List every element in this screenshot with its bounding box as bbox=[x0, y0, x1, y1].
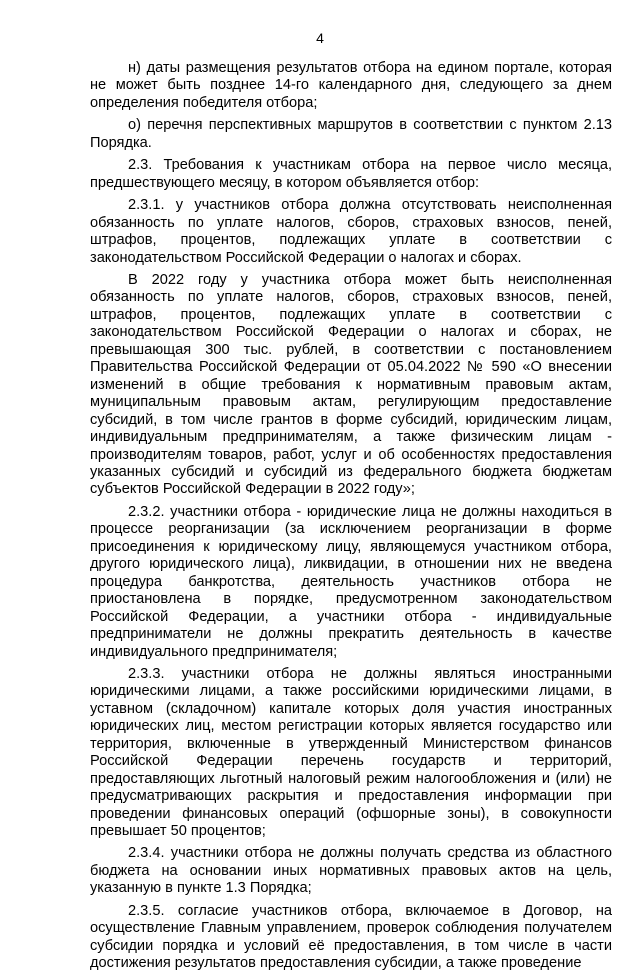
page-number: 4 bbox=[316, 30, 324, 46]
paragraph-2-3-4: 2.3.4. участники отбора не должны получать средства из областного бюджета на основании иных нормативных правовых актов на цель, указанную в пункте 1.3 Порядка; bbox=[90, 845, 612, 897]
paragraph-item-n: н) даты размещения результатов отбора на едином портале, которая не может быть позднее 14-го календарного дня, следующего за днем определения победителя отбора; bbox=[90, 60, 612, 111]
paragraph-2-3-3: 2.3.3. участники отбора не должны являться иностранными юридическими лицами, а также российскими юридическими лицами, в уставном (складочном) капитале которых доля участия иностранных юридических лиц, местом регистрации которых является государство или территория, включенные в утвержденный Министерством финансов Российской Федерации перечень государств и территорий, предоставляющих льготный налоговый режим налогообложения и (или) не предусматривающих раскрытия и предоставления информации при проведении финансовых операций (офшорные зоны), в совокупности превышает 50 процентов; bbox=[90, 665, 612, 840]
paragraph-2022-exception: В 2022 году у участника отбора может быть неисполненная обязанность по уплате налогов, сборов, страховых взносов, пеней, штрафов, процентов, подлежащих уплате в соответствии с законодательством Российской Федерации о налогах и сборах, не превышающая 300 тыс. рублей, в соответствии с постановлением Правительства Российской Федерации от 05.04.2022 № 590 «О внесении изменений в общие требования к нормативным правовым актам, муниципальным правовым актам, регулирующим предоставление субсидий, в том числе грантов в форме субсидий, юридическим лицам, индивидуальным предпринимателям, а также физическим лицам - производителям товаров, работ, услуг и об особенностях предоставления указанных субсидий и субсидий из федерального бюджета бюджетам субъектов Российской Федерации в 2022 году»; bbox=[90, 271, 612, 498]
paragraph-item-o: о) перечня перспективных маршрутов в соответствии с пунктом 2.13 Порядка. bbox=[90, 117, 612, 151]
paragraph-2-3-1: 2.3.1. у участников отбора должна отсутствовать неисполненная обязанность по уплате налогов, сборов, страховых взносов, пеней, штрафов, процентов, подлежащих уплате в соответствии с законодательством Российской Федерации о налогах и сборах. bbox=[90, 197, 612, 266]
paragraph-2-3-2: 2.3.2. участники отбора - юридические лица не должны находиться в процессе реорганизации (за исключением реорганизации в форме присоединения к юридическому лицу, являющемуся участником отбора, другого юридического лица), ликвидации, в отношении них не введена процедура банкротства, деятельность участников отбора не приостановлена в порядке, предусмотренном законодательством Российской Федерации, а участники отбора - индивидуальные предприниматели не должны прекратить деятельность в качестве индивидуального предпринимателя; bbox=[90, 503, 612, 660]
paragraph-2-3: 2.3. Требования к участникам отбора на первое число месяца, предшествующего месяцу, в котором объявляется отбор: bbox=[90, 157, 612, 191]
paragraph-2-3-5: 2.3.5. согласие участников отбора, включаемое в Договор, на осуществление Главным управлением, проверок соблюдения получателем субсидии порядка и условий её предоставления, в том числе в части достижения результатов предоставления субсидии, а также проведение bbox=[90, 902, 612, 972]
document-body bbox=[90, 60, 612, 978]
